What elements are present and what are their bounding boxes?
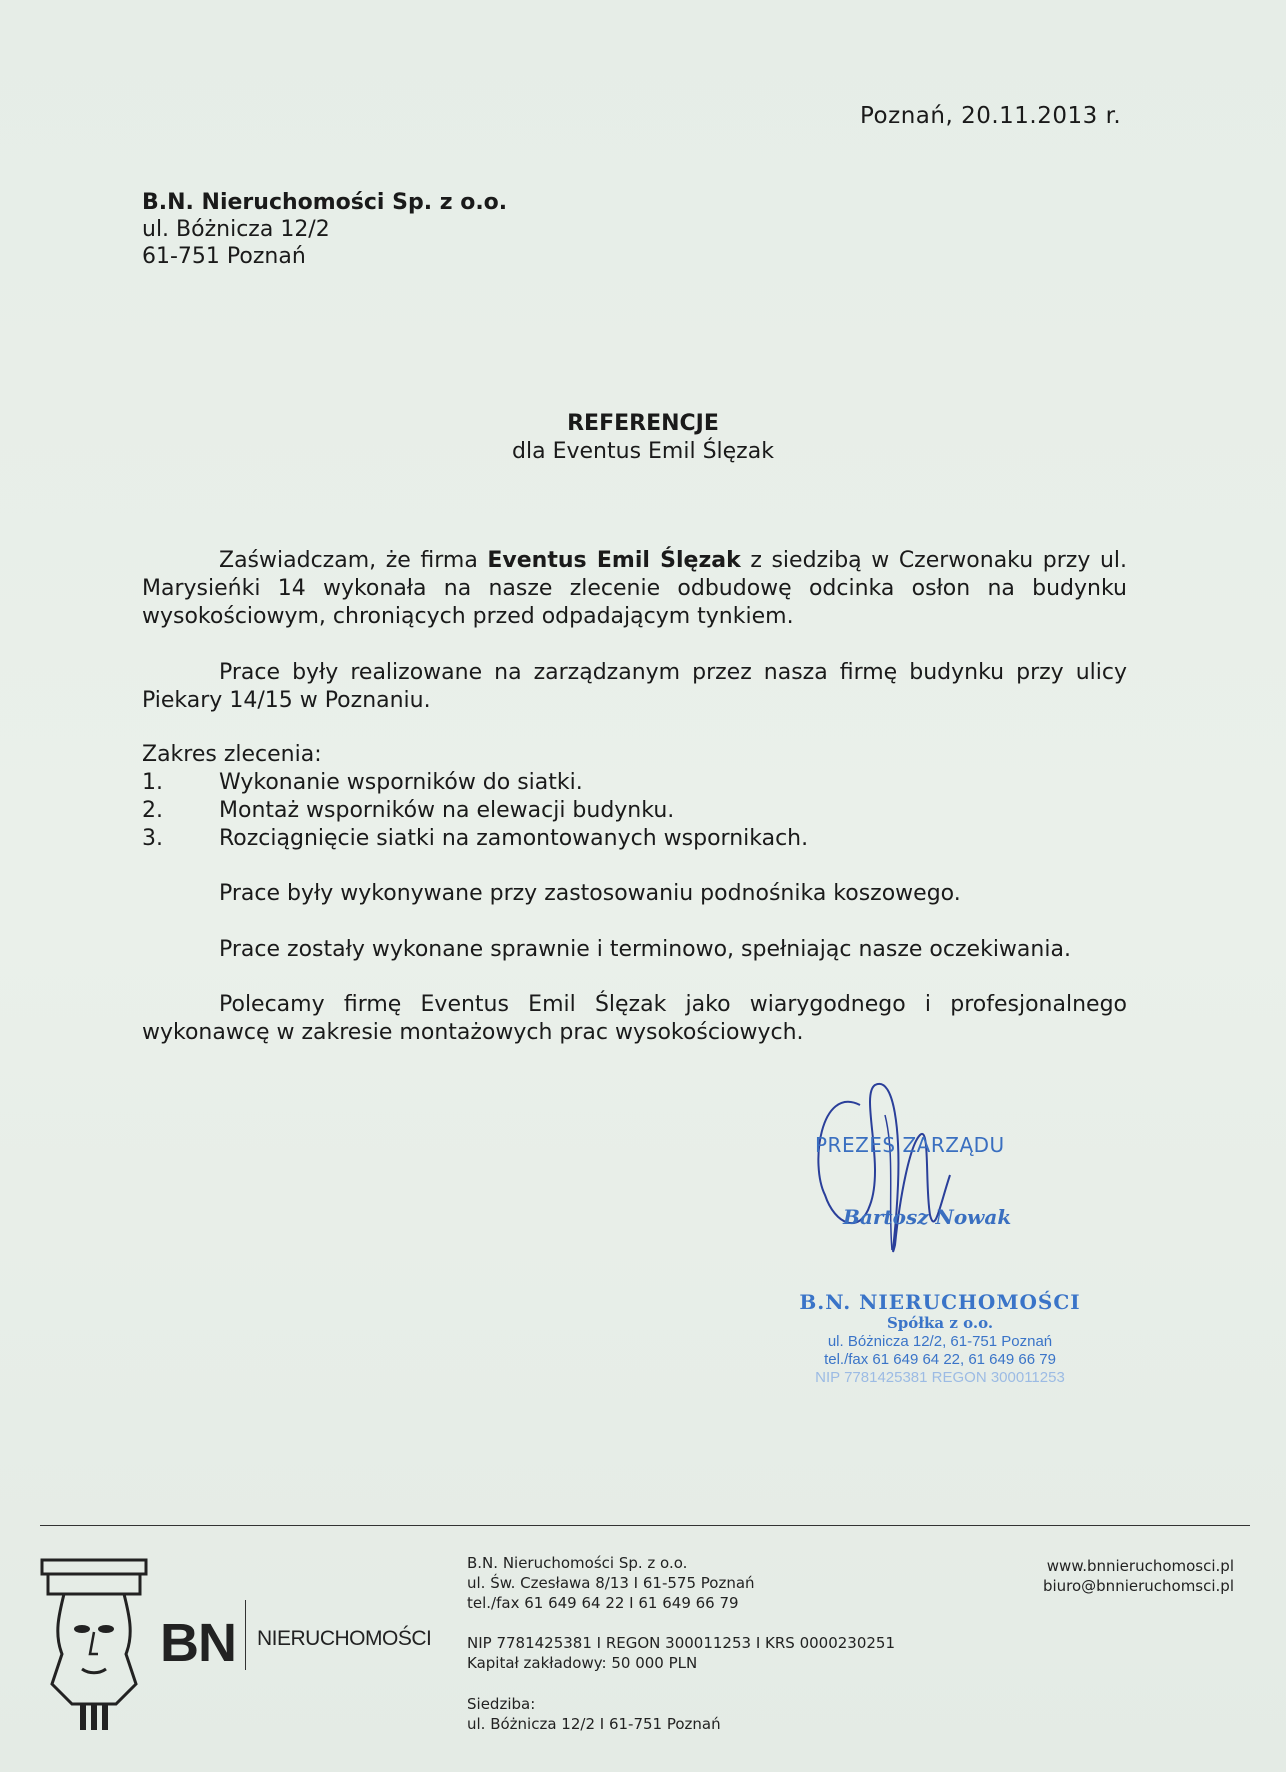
footer-contact [1043,1556,1234,1596]
footer-seat-label: Siedziba: [467,1695,536,1713]
list-item-text: Montaż wsporników na elewacji budynku. [219,798,675,823]
stamp-company: B.N. NIERUCHOMOŚCI [799,1290,1081,1314]
scope-heading: Zakres zlecenia: [142,742,322,767]
footer-capital: Kapitał zakładowy: 50 000 PLN [467,1654,698,1672]
stamp-phone: tel./fax 61 649 64 22, 61 649 66 79 [824,1351,1056,1368]
paragraph-2: Prace były realizowane na zarządzanym przez nasza firmę budynku przy ulicy Piekary 14/15 w Poznaniu. [142,660,1127,713]
company-logo-icon [34,1554,154,1734]
footer-seat-block [467,1694,721,1734]
signature-scribble [800,1075,990,1265]
list-item-number: 2. [142,798,163,823]
stamp-position: PREZES ZARZĄDU [815,1133,1005,1157]
recipient-block [142,189,507,270]
logo-separator [245,1600,246,1670]
title-sub: dla Eventus Emil Ślęzak [512,439,774,464]
list-item [142,825,808,853]
footer-address: ul. Św. Czesława 8/13 I 61-575 Poznań [467,1574,755,1592]
recipient-name: B.N. Nieruchomości Sp. z o.o. [142,190,508,215]
paragraph-5: Polecamy firmę Eventus Emil Ślęzak jako wiarygodnego i profesjonalnego wykonawcę w zakresie montażowych prac wysokościowych. [142,992,1127,1045]
company-stamp [780,1290,1100,1387]
paragraph-3: Prace były wykonywane przy zastosowaniu podnośnika koszowego. [219,881,961,906]
stamp-address: ul. Bóżnicza 12/2, 61-751 Poznań [827,1333,1053,1350]
logo-word: NIERUCHOMOŚCI [257,1627,432,1650]
recipient-street: ul. Bóżnicza 12/2 [142,217,330,242]
letter-title [0,410,1286,466]
recipient-city: 61-751 Poznań [142,244,306,269]
list-item [142,769,808,797]
paragraph-4: Prace zostały wykonane sprawnie i terminowo, spełniając nasze oczekiwania. [219,937,1071,962]
paragraph-1-start: Zaświadczam, że firma [219,548,488,573]
paragraph-1-company: Eventus Emil Ślęzak [487,548,741,573]
stamp-person: Bartosz Nowak [843,1205,1012,1229]
stamp-ids: NIP 7781425381 REGON 300011253 [815,1369,1065,1386]
stamp-legal-form: Spółka z o.o. [886,1314,994,1332]
footer-company-block [467,1553,755,1613]
list-item-text: Rozciągnięcie siatki na zamontowanych wspornikach. [219,826,809,851]
footer-phone: tel./fax 61 649 64 22 I 61 649 66 79 [467,1594,739,1612]
scope-list [142,741,808,853]
footer-ids-block [467,1633,895,1673]
letter-date: Poznań, 20.11.2013 r. [860,103,1122,129]
list-item-number: 1. [142,770,163,795]
title-main: REFERENCJE [567,411,719,436]
paragraph-1 [142,547,1127,631]
footer-seat-address: ul. Bóżnicza 12/2 I 61-751 Poznań [467,1715,721,1733]
footer-divider [40,1525,1250,1526]
footer-ids: NIP 7781425381 I REGON 300011253 I KRS 0000230251 [467,1634,896,1652]
list-item-text: Wykonanie wsporników do siatki. [219,770,583,795]
logo-letters: BN [160,1613,236,1673]
paragraph-1-end: z siedzibą w Czerwonaku przy ul. Marysieńki 14 wykonała na nasze zlecenie odbudowę odcinka osłon na budynku wysokościowym, chroniących przed odpadającym tynkiem. [142,548,1127,629]
footer-email-link[interactable]: biuro@bnnieruchomsci.pl [1042,1577,1234,1595]
footer-website-link[interactable]: www.bnnieruchomosci.pl [1046,1557,1234,1575]
footer-company: B.N. Nieruchomości Sp. z o.o. [467,1554,688,1572]
list-item [142,797,808,825]
list-item-number: 3. [142,826,163,851]
